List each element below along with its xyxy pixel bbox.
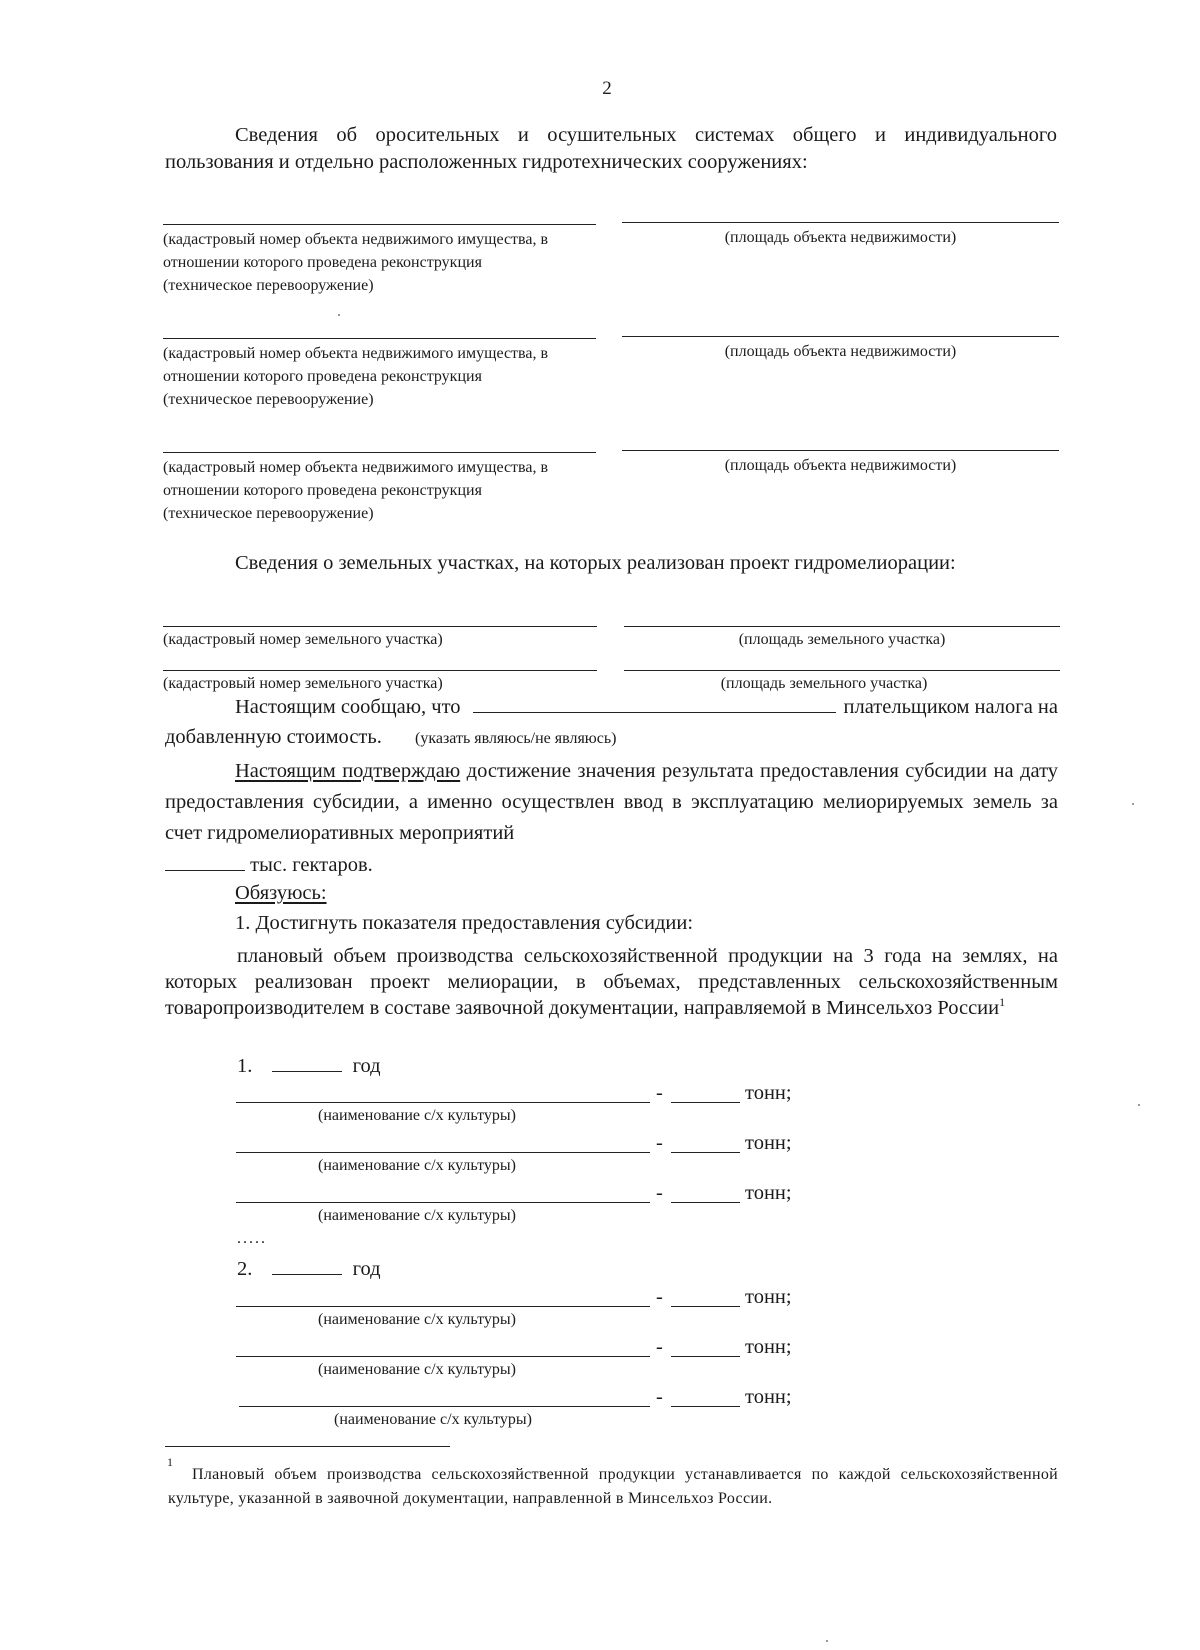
crop-1-2-dash: -: [656, 1132, 663, 1154]
hectares-field[interactable]: [165, 852, 245, 871]
cadastral-line-2[interactable]: [163, 338, 596, 339]
footnote-separator: [165, 1446, 450, 1447]
vat-statement-line2: [165, 726, 616, 749]
crop-2-1-dash: -: [656, 1286, 663, 1308]
crop-2-2-tonnes-line[interactable]: [671, 1356, 740, 1357]
crop-1-3-unit: тонн;: [745, 1182, 792, 1204]
cadastral-caption-3: (кадастровый номер объекта недвижимого имущества, в отношении которого проведена реконструкция (техническое перевооружение): [163, 459, 549, 522]
plan-paragraph: [165, 943, 1058, 1021]
vat-lead: Настоящим сообщаю, что: [235, 696, 461, 718]
ellipsis: .....: [237, 1230, 267, 1247]
confirmation-text: достижение значения результата предоставления субсидии на дату предоставления субсидии, а именно осуществлен ввод в эксплуатацию мелиорируемых земель за счет гидромелиоративных мероприятий: [165, 760, 1059, 844]
crop-1-3-dash: -: [656, 1182, 663, 1204]
year-2-line: [237, 1256, 381, 1281]
hectares-line: [165, 852, 373, 877]
scan-speck: [1138, 1104, 1140, 1106]
crop-2-3-unit: тонн;: [745, 1386, 792, 1408]
year-2-label: год: [352, 1258, 381, 1280]
obligation-title: Обязуюсь:: [235, 882, 327, 904]
crop-1-2-line[interactable]: [236, 1152, 650, 1153]
area-caption-2: (площадь объекта недвижимости): [724, 343, 957, 360]
crop-1-1-unit: тонн;: [745, 1082, 792, 1104]
plan-text: плановый объем производства сельскохозяйственной продукции на 3 года на землях, на которых реализован проект мелиорации, в объемах, представленных сельскохозяйственным товаропроизводителем в составе заявочной документации, направляемой в Минсельхоз России: [165, 945, 1058, 1019]
footnote-ref: 1: [999, 995, 1006, 1010]
year-1-number: 1.: [237, 1055, 253, 1077]
section2-heading: Сведения о земельных участках, на которых реализован проект гидромелиорации:: [235, 552, 956, 574]
year-2-field[interactable]: [272, 1256, 342, 1275]
crop-2-3-caption: (наименование с/х культуры): [334, 1411, 532, 1428]
plot-area-line-1[interactable]: [624, 626, 1060, 627]
area-line-2[interactable]: [622, 336, 1059, 337]
vat-hint: (указать являюсь/не являюсь): [414, 730, 617, 747]
crop-2-2-unit: тонн;: [745, 1336, 792, 1358]
plot-cadastral-caption-1: (кадастровый номер земельного участка): [163, 631, 443, 648]
scan-speck: [1132, 803, 1134, 805]
vat-status-field[interactable]: [473, 694, 836, 713]
crop-1-1-dash: -: [656, 1082, 663, 1104]
crop-2-1-tonnes-line[interactable]: [671, 1306, 740, 1307]
crop-2-2-caption: (наименование с/х культуры): [318, 1361, 516, 1378]
footnote-text: Плановый объем производства сельскохозяйственной продукции устанавливается по каждой сельскохозяйственной культуре, указанной в заявочной документации, направленной в Минсельхоз России.: [168, 1466, 1058, 1507]
crop-2-1-caption: (наименование с/х культуры): [318, 1311, 516, 1328]
area-line-3[interactable]: [622, 450, 1059, 451]
confirmation-paragraph: [165, 756, 1058, 849]
hectares-unit: тыс. гектаров.: [250, 854, 373, 876]
cadastral-line-3[interactable]: [163, 452, 596, 453]
crop-1-3-line[interactable]: [236, 1202, 650, 1203]
plot-area-line-2[interactable]: [624, 670, 1060, 671]
crop-2-2-line[interactable]: [236, 1356, 650, 1357]
plot-cadastral-line-2[interactable]: [163, 670, 597, 671]
cadastral-line-1[interactable]: [163, 224, 596, 225]
confirmation-lead: Настоящим подтверждаю: [235, 760, 461, 782]
footnote-mark: 1: [167, 1455, 173, 1469]
crop-2-1-unit: тонн;: [745, 1286, 792, 1308]
crop-1-1-caption: (наименование с/х культуры): [318, 1107, 516, 1124]
crop-1-3-tonnes-line[interactable]: [671, 1202, 740, 1203]
crop-2-2-dash: -: [656, 1336, 663, 1358]
plot-cadastral-line-1[interactable]: [163, 626, 597, 627]
area-caption-3: (площадь объекта недвижимости): [724, 457, 957, 474]
vat-tail: плательщиком налога на: [843, 696, 1058, 718]
year-1-field[interactable]: [272, 1053, 342, 1072]
crop-1-1-tonnes-line[interactable]: [671, 1102, 740, 1103]
plot-area-caption-2: (площадь земельного участка): [720, 675, 928, 692]
crop-1-2-unit: тонн;: [745, 1132, 792, 1154]
crop-1-3-caption: (наименование с/х культуры): [318, 1207, 516, 1224]
vat-statement-line: [165, 694, 1058, 719]
crop-1-2-tonnes-line[interactable]: [671, 1152, 740, 1153]
year-1-label: год: [352, 1055, 381, 1077]
crop-2-3-dash: -: [656, 1386, 663, 1408]
plot-area-caption-1: (площадь земельного участка): [738, 631, 946, 648]
crop-2-3-tonnes-line[interactable]: [671, 1406, 740, 1407]
plot-cadastral-caption-2: (кадастровый номер земельного участка): [163, 675, 443, 692]
crop-1-1-line[interactable]: [236, 1102, 650, 1103]
area-line-1[interactable]: [622, 222, 1059, 223]
scan-speck: [338, 314, 340, 316]
crop-1-2-caption: (наименование с/х культуры): [318, 1157, 516, 1174]
year-2-number: 2.: [237, 1258, 253, 1280]
crop-2-1-line[interactable]: [236, 1306, 650, 1307]
scan-speck: [826, 1640, 828, 1642]
obligation-item1: 1. Достигнуть показателя предоставления субсидии:: [235, 912, 694, 934]
area-caption-1: (площадь объекта недвижимости): [724, 229, 957, 246]
cadastral-caption-1: (кадастровый номер объекта недвижимого имущества, в отношении которого проведена реконструкция (техническое перевооружение): [163, 231, 549, 294]
vat-line2: добавленную стоимость.: [165, 726, 382, 748]
section1-heading: Сведения об оросительных и осушительных системах общего и индивидуального пользования и отдельно расположенных гидротехнических сооружениях:: [165, 124, 1057, 173]
crop-2-3-line[interactable]: [239, 1406, 650, 1407]
year-1-line: [237, 1053, 381, 1078]
page-number: 2: [602, 78, 612, 99]
cadastral-caption-2: (кадастровый номер объекта недвижимого имущества, в отношении которого проведена реконструкция (техническое перевооружение): [163, 345, 549, 408]
